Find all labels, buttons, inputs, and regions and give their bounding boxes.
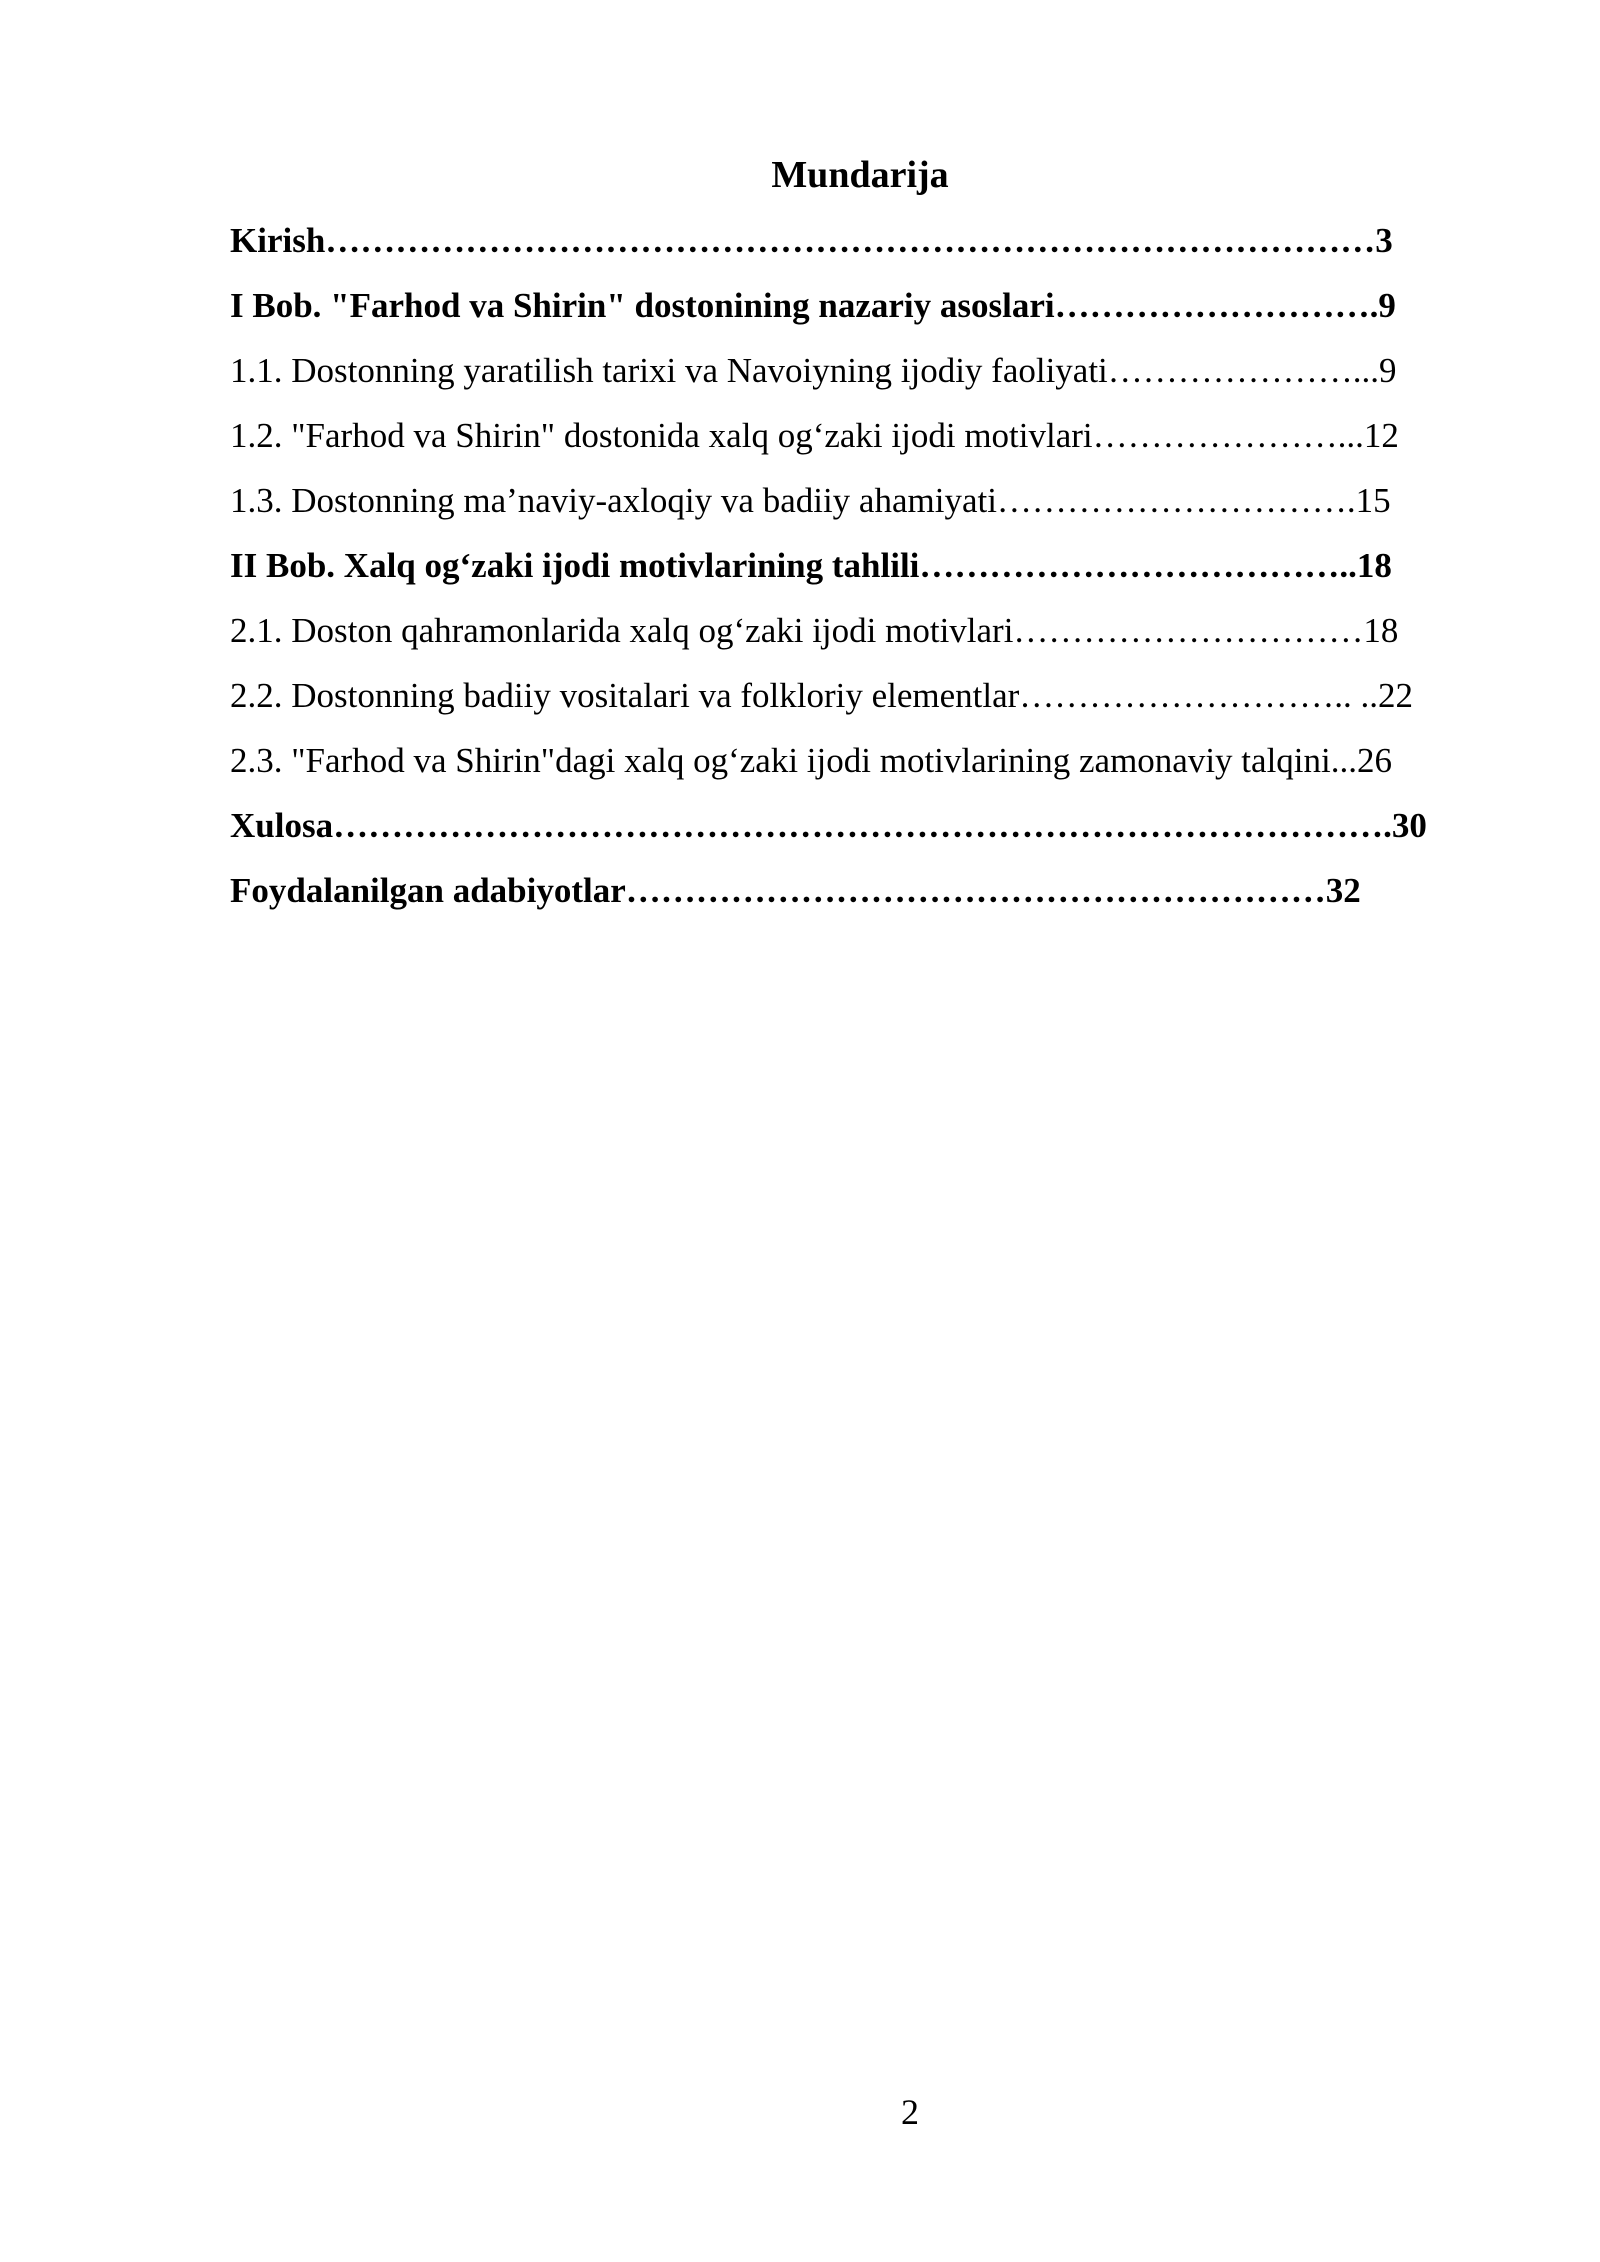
toc-entry-chapter-2: II Bob. Xalq og‘zaki ijodi motivlarining tahlili………………………………..18: [230, 546, 1392, 585]
table-of-contents: [230, 218, 1500, 933]
page-number: 2: [901, 2092, 919, 2132]
toc-entry-section-1-3: 1.3. Dostonning ma’naviy-axloqiy va badiiy ahamiyati………………………….15: [230, 481, 1391, 520]
toc-entry-conclusion: Xulosa……………………………………………………………………………….30: [230, 806, 1427, 845]
toc-entry-references: Foydalanilgan adabiyotlar……………………………………………………32: [230, 871, 1361, 910]
toc-entry-section-1-1: 1.1. Dostonning yaratilish tarixi va Navoiyning ijodiy faoliyati…………………...9: [230, 351, 1397, 390]
toc-entry-introduction: Kirish………………………………………………………………………………3: [230, 221, 1393, 260]
toc-heading: Mundarija: [771, 154, 949, 196]
toc-entry-section-1-2: 1.2. "Farhod va Shirin" dostonida xalq og‘zaki ijodi motivlari…………………...12: [230, 416, 1399, 455]
toc-entry-chapter-1: I Bob. "Farhod va Shirin" dostonining nazariy asoslari……………………….9: [230, 286, 1396, 325]
toc-entry-section-2-1: 2.1. Doston qahramonlarida xalq og‘zaki ijodi motivlari…………………………18: [230, 611, 1399, 650]
toc-entry-section-2-3: 2.3. "Farhod va Shirin"dagi xalq og‘zaki ijodi motivlarining zamonaviy talqini...26: [230, 741, 1392, 780]
toc-entry-section-2-2: 2.2. Dostonning badiiy vositalari va folkloriy elementlar……………………….. ..22: [230, 676, 1414, 715]
